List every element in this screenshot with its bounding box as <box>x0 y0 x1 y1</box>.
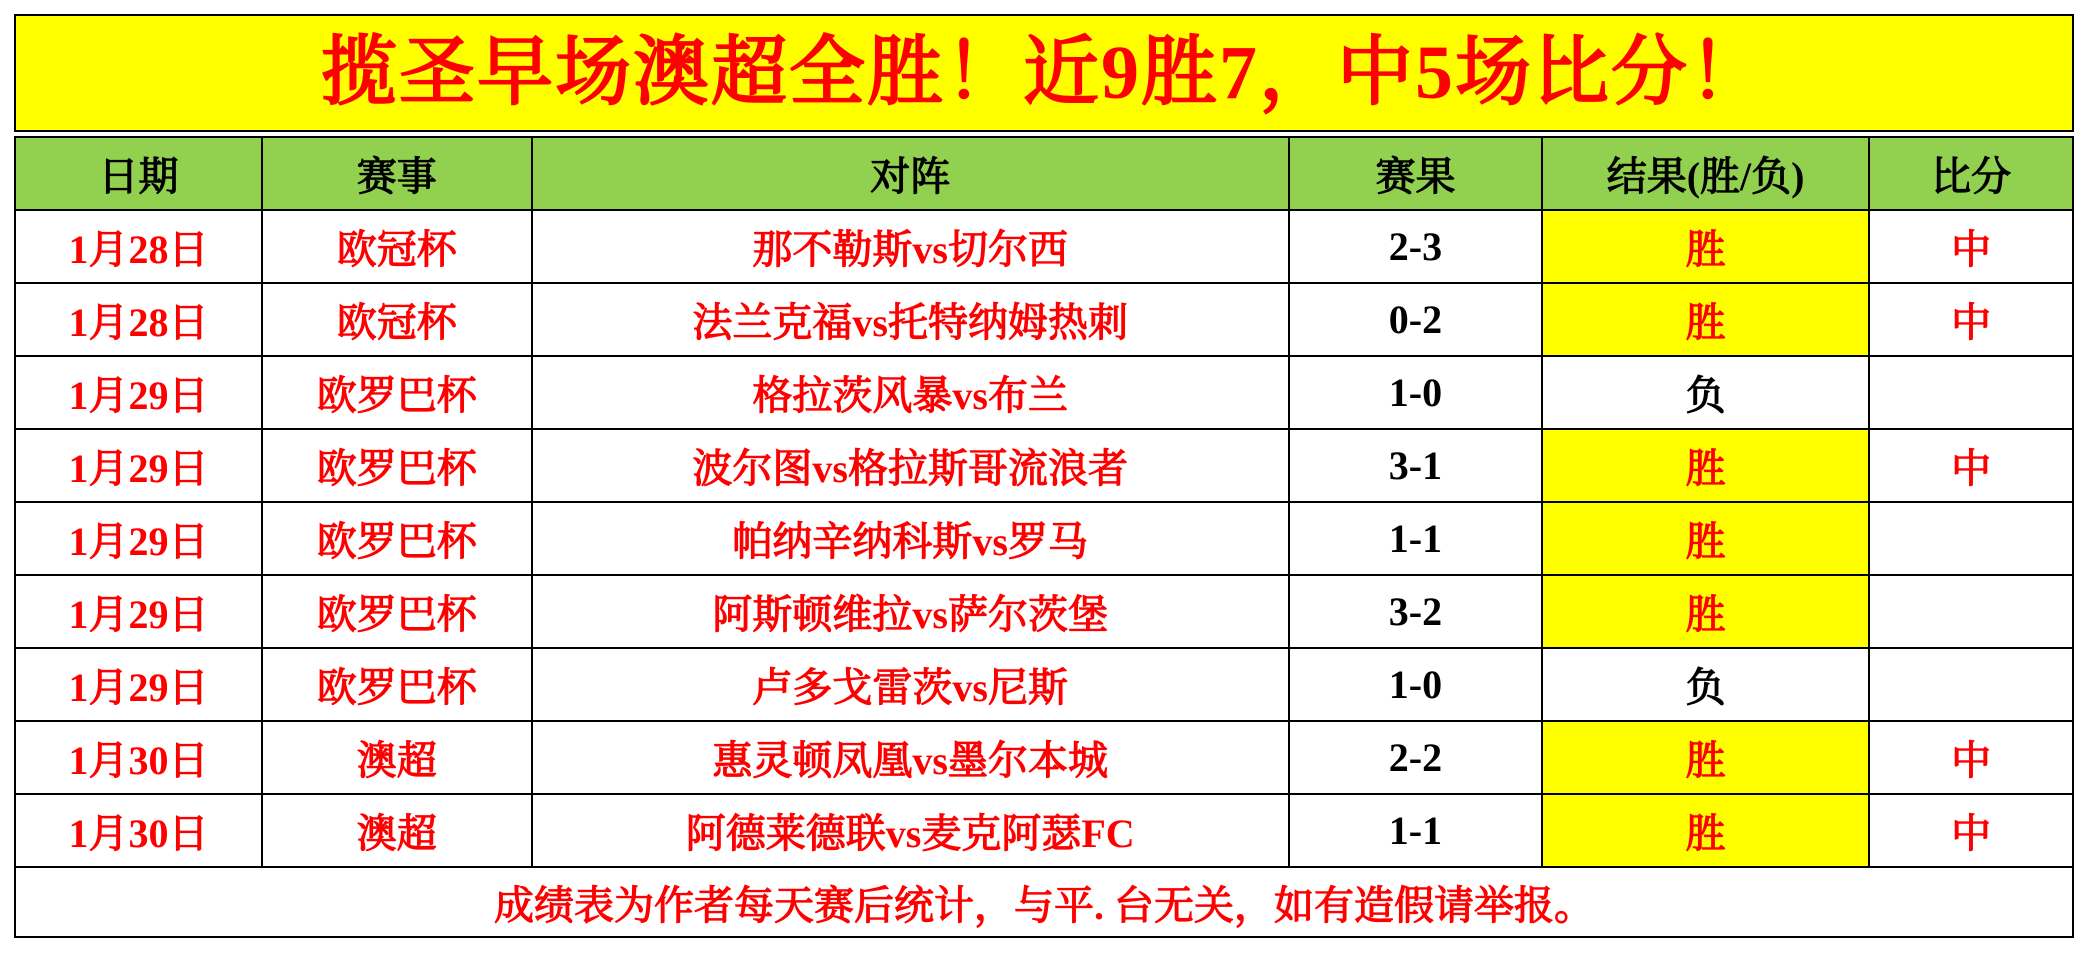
cell-outcome: 胜 <box>1542 575 1869 648</box>
column-header-result: 赛果 <box>1289 137 1542 210</box>
cell-date: 1月29日 <box>15 356 262 429</box>
cell-score <box>1869 502 2073 575</box>
cell-match: 惠灵顿凤凰vs墨尔本城 <box>532 721 1289 794</box>
cell-date: 1月28日 <box>15 283 262 356</box>
cell-match: 阿德莱德联vs麦克阿瑟FC <box>532 794 1289 867</box>
column-header-score: 比分 <box>1869 137 2073 210</box>
results-table <box>14 136 2074 938</box>
table-row <box>15 502 2073 575</box>
cell-score <box>1869 356 2073 429</box>
cell-match: 格拉茨风暴vs布兰 <box>532 356 1289 429</box>
cell-league: 欧罗巴杯 <box>262 356 532 429</box>
column-header-league: 赛事 <box>262 137 532 210</box>
table-row <box>15 210 2073 283</box>
table-row <box>15 721 2073 794</box>
cell-match: 帕纳辛纳科斯vs罗马 <box>532 502 1289 575</box>
cell-score: 中 <box>1869 210 2073 283</box>
table-row <box>15 429 2073 502</box>
cell-date: 1月29日 <box>15 429 262 502</box>
cell-outcome: 胜 <box>1542 794 1869 867</box>
cell-league: 欧罗巴杯 <box>262 648 532 721</box>
table-row <box>15 283 2073 356</box>
table-row <box>15 794 2073 867</box>
cell-result: 1-1 <box>1289 502 1542 575</box>
cell-league: 欧罗巴杯 <box>262 429 532 502</box>
cell-match: 法兰克福vs托特纳姆热刺 <box>532 283 1289 356</box>
cell-date: 1月29日 <box>15 575 262 648</box>
cell-result: 2-2 <box>1289 721 1542 794</box>
cell-result: 2-3 <box>1289 210 1542 283</box>
cell-outcome: 负 <box>1542 356 1869 429</box>
cell-result: 1-0 <box>1289 648 1542 721</box>
cell-date: 1月30日 <box>15 794 262 867</box>
cell-league: 欧罗巴杯 <box>262 575 532 648</box>
cell-score: 中 <box>1869 429 2073 502</box>
table-header-row <box>15 137 2073 210</box>
cell-league: 澳超 <box>262 721 532 794</box>
cell-score: 中 <box>1869 794 2073 867</box>
column-header-winloss: 结果(胜/负) <box>1542 137 1869 210</box>
cell-score: 中 <box>1869 721 2073 794</box>
cell-league: 欧冠杯 <box>262 283 532 356</box>
column-header-date: 日期 <box>15 137 262 210</box>
cell-outcome: 胜 <box>1542 429 1869 502</box>
cell-match: 波尔图vs格拉斯哥流浪者 <box>532 429 1289 502</box>
cell-match: 阿斯顿维拉vs萨尔茨堡 <box>532 575 1289 648</box>
table-footer-row <box>15 867 2073 937</box>
table-body <box>15 210 2073 937</box>
cell-league: 澳超 <box>262 794 532 867</box>
cell-date: 1月28日 <box>15 210 262 283</box>
cell-league: 欧冠杯 <box>262 210 532 283</box>
cell-outcome: 胜 <box>1542 283 1869 356</box>
table-row <box>15 648 2073 721</box>
cell-outcome: 胜 <box>1542 502 1869 575</box>
cell-score <box>1869 575 2073 648</box>
cell-score <box>1869 648 2073 721</box>
cell-outcome: 胜 <box>1542 210 1869 283</box>
cell-result: 0-2 <box>1289 283 1542 356</box>
cell-outcome: 胜 <box>1542 721 1869 794</box>
table-row <box>15 575 2073 648</box>
cell-outcome: 负 <box>1542 648 1869 721</box>
cell-result: 3-2 <box>1289 575 1542 648</box>
cell-league: 欧罗巴杯 <box>262 502 532 575</box>
cell-match: 那不勒斯vs切尔西 <box>532 210 1289 283</box>
title-banner <box>14 14 2074 132</box>
cell-score: 中 <box>1869 283 2073 356</box>
cell-date: 1月30日 <box>15 721 262 794</box>
column-header-match: 对阵 <box>532 137 1289 210</box>
cell-date: 1月29日 <box>15 502 262 575</box>
cell-result: 1-1 <box>1289 794 1542 867</box>
page-title: 揽圣早场澳超全胜！近9胜7，中5场比分！ <box>321 31 1767 115</box>
cell-match: 卢多戈雷茨vs尼斯 <box>532 648 1289 721</box>
disclaimer-text: 成绩表为作者每天赛后统计，与平. 台无关，如有造假请举报。 <box>15 867 2073 937</box>
cell-result: 1-0 <box>1289 356 1542 429</box>
table-row <box>15 356 2073 429</box>
cell-result: 3-1 <box>1289 429 1542 502</box>
cell-date: 1月29日 <box>15 648 262 721</box>
